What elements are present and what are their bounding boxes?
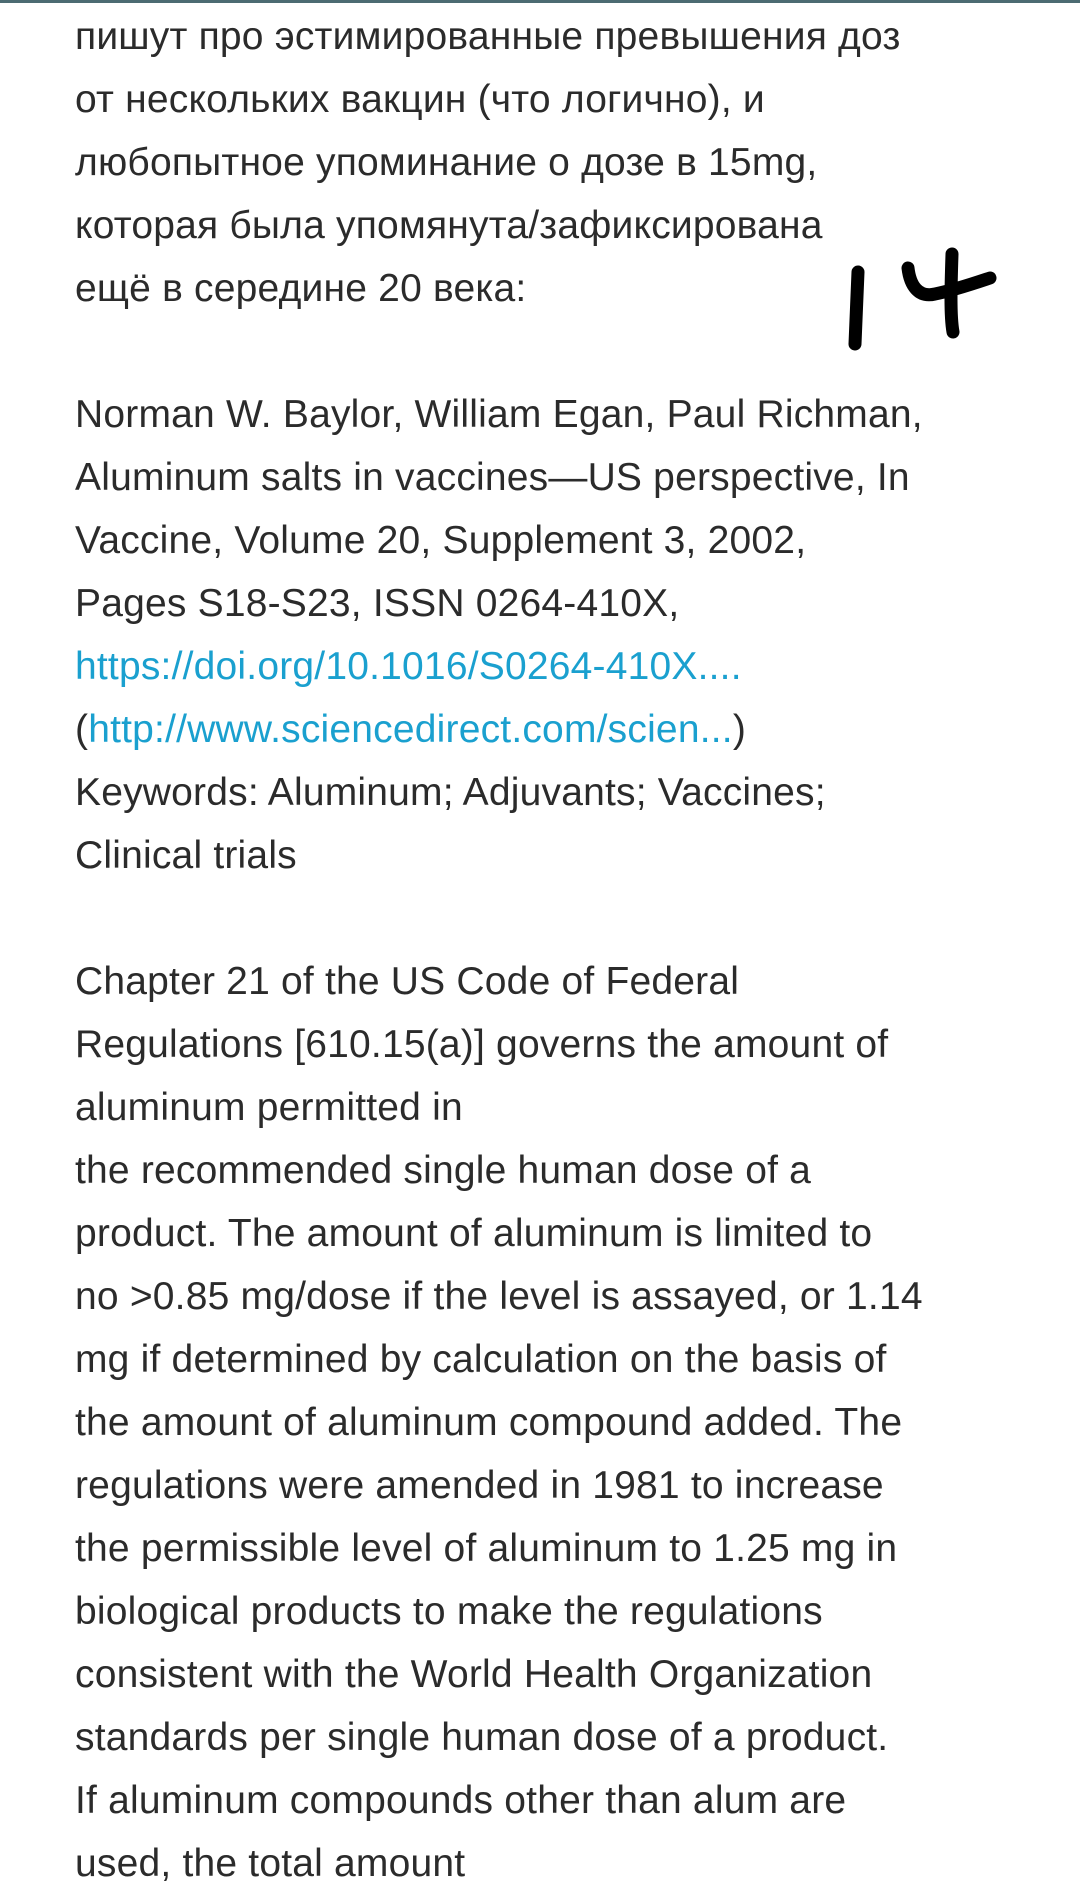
handwritten-annotation [840, 240, 1000, 360]
citation-line: Pages S18-S23, ISSN 0264-410X, [75, 582, 680, 625]
intro-line: от нескольких вакцин (что логично), и [75, 78, 765, 121]
keywords-line: Clinical trials [75, 834, 297, 877]
body-line: the permissible level of aluminum to 1.25 mg in [75, 1527, 898, 1570]
paragraph-gap [75, 887, 1055, 950]
handwritten-digit-four [908, 254, 990, 332]
body-line: product. The amount of aluminum is limited to [75, 1212, 873, 1255]
body-line: If aluminum compounds other than alum are [75, 1779, 847, 1822]
body-line-cut: used, the total amount [75, 1842, 466, 1885]
body-line: regulations were amended in 1981 to increase [75, 1464, 884, 1507]
keywords-line: Keywords: Aluminum; Adjuvants; Vaccines; [75, 771, 826, 814]
body-line: consistent with the World Health Organization [75, 1653, 873, 1696]
doi-line [75, 635, 1055, 698]
sciencedirect-link[interactable]: http://www.sciencedirect.com/scien... [88, 708, 733, 751]
citation-line: Vaccine, Volume 20, Supplement 3, 2002, [75, 519, 807, 562]
body-line: the recommended single human dose of a [75, 1149, 812, 1192]
paren-close: ) [732, 708, 747, 751]
handwritten-digit-one [855, 272, 858, 344]
intro-line: любопытное упоминание о дозе в 15mg, [75, 141, 818, 184]
body-line: standards per single human dose of a product. [75, 1716, 889, 1759]
body-line: the amount of aluminum compound added. The [75, 1401, 903, 1444]
citation-line: Aluminum salts in vaccines—US perspective, In [75, 456, 910, 499]
intro-line: ещё в середине 20 века: [75, 267, 527, 310]
doi-link[interactable]: https://doi.org/10.1016/S0264-410X.... [75, 645, 742, 688]
sciencedirect-line [75, 698, 1055, 761]
body-line: aluminum permitted in [75, 1086, 463, 1129]
citation-line: Norman W. Baylor, William Egan, Paul Richman, [75, 393, 923, 436]
paren-open: ( [75, 708, 89, 751]
body-line: no >0.85 mg/dose if the level is assayed, or 1.14 [75, 1275, 923, 1318]
body-line: Chapter 21 of the US Code of Federal [75, 960, 740, 1003]
body-line: biological products to make the regulations [75, 1590, 823, 1633]
body-line: Regulations [610.15(a)] governs the amount of [75, 1023, 889, 1066]
body-line: mg if determined by calculation on the basis of [75, 1338, 887, 1381]
intro-line: которая была упомянута/зафиксирована [75, 204, 823, 247]
intro-line: пишут про эстимированные превышения доз [75, 15, 901, 58]
